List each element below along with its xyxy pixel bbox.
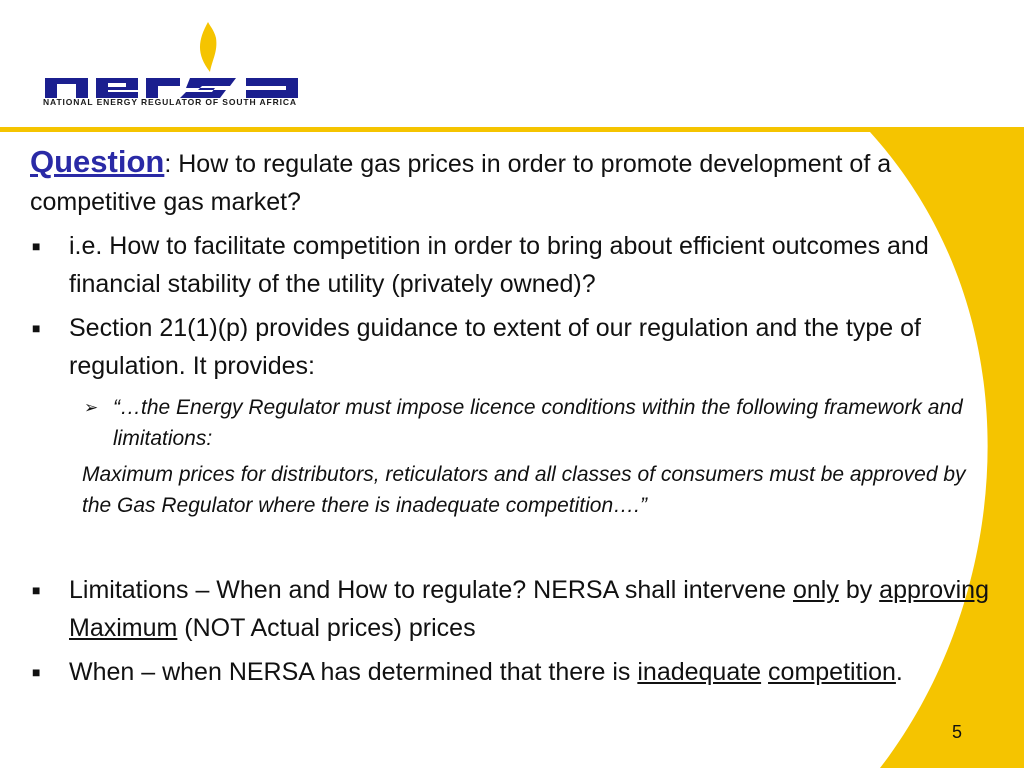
underlined-maximum: Maximum	[69, 614, 178, 642]
underlined-competition: competition	[768, 658, 896, 686]
square-bullet-icon: ■	[32, 582, 41, 598]
logo-tagline: NATIONAL ENERGY REGULATOR OF SOUTH AFRICA	[43, 97, 297, 107]
sub-bullet-quote	[30, 392, 990, 454]
square-bullet-icon: ■	[32, 320, 41, 336]
question-text: : How to regulate gas prices in order to promote development of a competitive gas market?	[30, 150, 892, 216]
question-heading: Question	[30, 144, 165, 179]
bullet-item	[30, 653, 990, 691]
underlined-only: only	[793, 576, 839, 604]
question-paragraph	[30, 143, 990, 221]
square-bullet-icon: ■	[32, 664, 41, 680]
bullet-text: Limitations – When and How to regulate? NERSA shall intervene only by approving Maximum (NOT Actual prices) prices	[69, 576, 989, 642]
underlined-inadequate: inadequate	[637, 658, 762, 686]
top-yellow-band	[0, 127, 1024, 132]
quote-text: “…the Energy Regulator must impose licence conditions within the following framework and limitations:	[113, 396, 963, 450]
spacer	[30, 521, 990, 565]
quote-continuation: Maximum prices for distributors, reticulators and all classes of consumers must be approved by the Gas Regulator where there is inadequate competition….”	[82, 463, 966, 517]
bullet-item	[30, 227, 990, 303]
bullet-text: i.e. How to facilitate competition in order to bring about efficient outcomes and financial stability of the utility (privately owned)?	[69, 232, 929, 298]
bullet-item	[30, 309, 990, 385]
page-number: 5	[952, 722, 963, 742]
bullet-text: Section 21(1)(p) provides guidance to extent of our regulation and the type of regulation. It provides:	[69, 314, 921, 380]
square-bullet-icon: ■	[32, 238, 41, 254]
bullet-text: When – when NERSA has determined that there is inadequate competition.	[69, 658, 903, 686]
underlined-approving: approving	[879, 576, 989, 604]
arrow-bullet-icon: ➢	[84, 398, 99, 417]
slide-content	[30, 143, 990, 691]
bullet-item	[30, 571, 990, 647]
